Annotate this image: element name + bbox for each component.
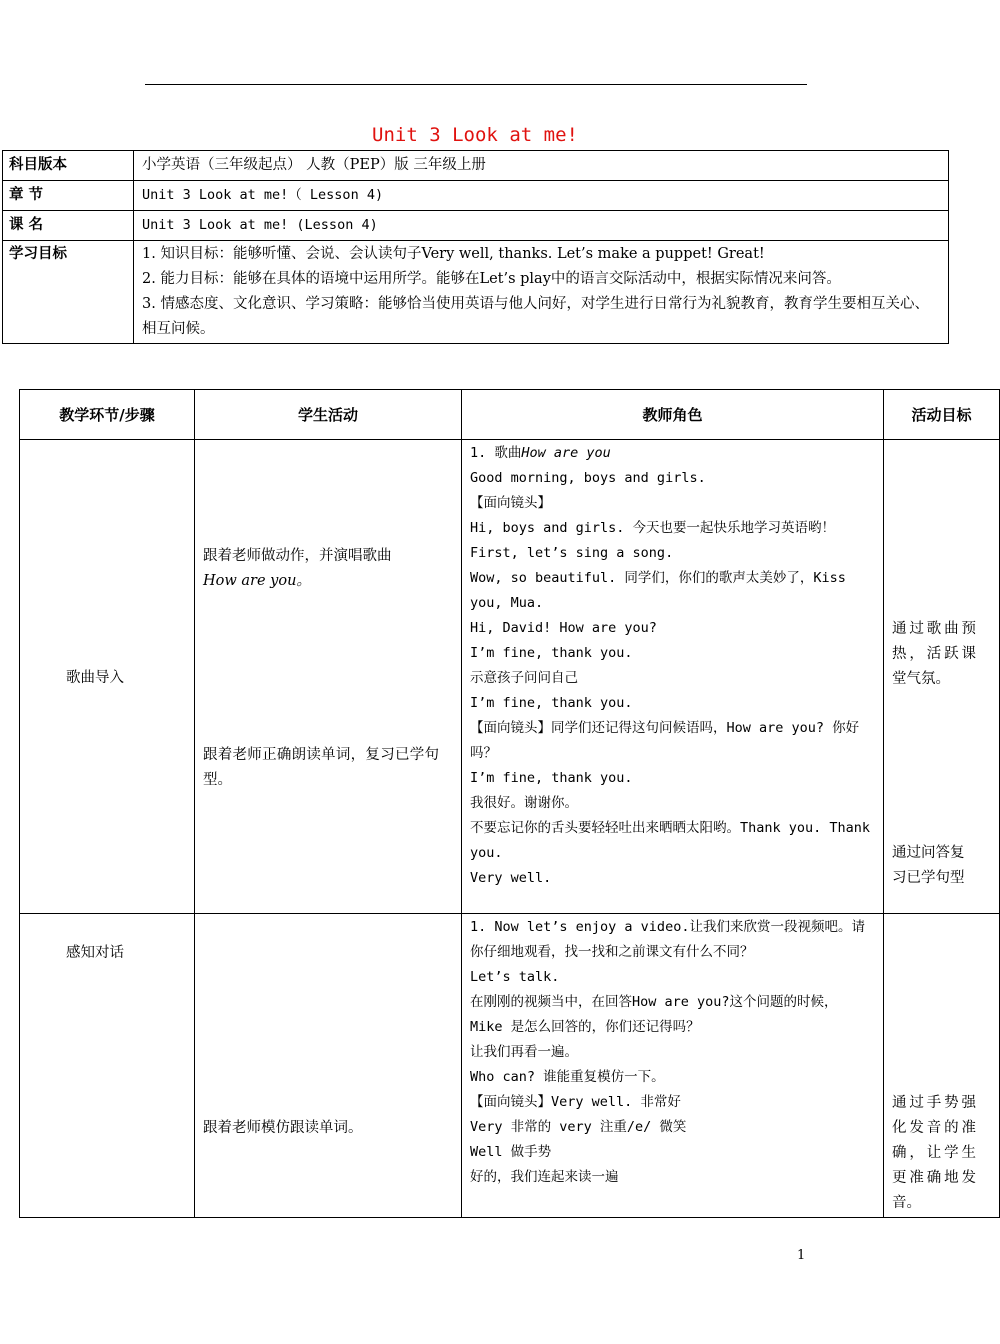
header-goal: 活动目标 <box>884 390 1000 440</box>
goal-text: 通过歌曲预热，活跃课堂气氛。 <box>892 621 976 687</box>
teacher-line: Very well. <box>470 870 552 886</box>
goal-text: 通过手势强化发音的准确，让学生更准确地发音。 <box>892 1095 976 1211</box>
info-row-goals <box>3 241 949 344</box>
info-row-chapter <box>3 181 949 211</box>
teacher-line: 【面向镜头】Very well. 非常好 <box>470 1094 681 1110</box>
lesson-value: Unit 3 Look at me! (Lesson 4) <box>134 211 949 241</box>
info-table <box>2 150 949 344</box>
subject-value: 小学英语（三年级起点） 人教（PEP）版 三年级上册 <box>134 151 949 181</box>
info-row-lesson <box>3 211 949 241</box>
student-activity: 跟着老师正确朗读单词，复习已学句型。 <box>203 747 439 788</box>
goal-item: 2. 能力目标：能够在具体的语境中运用所学。能够在Let’s play中的语言交际活动中，根据实际情况来问答。 <box>142 271 841 287</box>
goal-item: 3. 情感态度、文化意识、学习策略：能够恰当使用英语与他人问好，对学生进行日常行为礼貌教育，教育学生要相互关心、相互问候。 <box>142 296 929 337</box>
teacher-line: Very 非常的 very 注重/e/ 微笑 <box>470 1119 687 1135</box>
lesson-label: 课 名 <box>3 211 134 241</box>
teacher-cell <box>462 440 884 914</box>
page-number: 1 <box>797 1248 806 1263</box>
teacher-line: I’m fine, thank you. <box>470 645 633 661</box>
teacher-line: I’m fine, thank you. <box>470 695 633 711</box>
goals-label: 学习目标 <box>3 241 134 344</box>
teacher-line: 在刚刚的视频当中，在回答How are you?这个问题的时候， Mike 是怎么回答的，你们还记得吗？ <box>470 994 838 1035</box>
step-label: 歌曲导入 <box>66 670 124 686</box>
header-rule <box>145 84 807 85</box>
teacher-line: 【面向镜头】 <box>470 495 551 511</box>
info-row-subject <box>3 151 949 181</box>
header-step: 教学环节/步骤 <box>20 390 195 440</box>
student-cell <box>195 914 462 1218</box>
teacher-line: Well 做手势 <box>470 1144 552 1160</box>
teacher-line: 1. Now let’s enjoy a video.让我们来欣赏一段视频吧。请你仔细地观看，找一找和之前课文有什么不同？ <box>470 919 865 960</box>
goal-cell <box>884 440 1000 914</box>
lesson-header-row <box>20 390 1000 440</box>
teacher-line: Wow, so beautiful. 同学们，你们的歌声太美妙了，Kiss you, Mua. <box>470 570 846 611</box>
teacher-line: I’m fine, thank you. <box>470 770 633 786</box>
teacher-line: 【面向镜头】同学们还记得这句问候语吗，How are you? 你好吗？ <box>470 720 860 761</box>
teacher-line: Let’s talk. <box>470 969 560 985</box>
teacher-cell <box>462 914 884 1218</box>
teacher-text: How are you <box>521 445 611 461</box>
step-cell <box>20 914 195 1218</box>
table-row <box>20 914 1000 1218</box>
student-text: 跟着老师做动作，并演唱歌曲 <box>203 548 392 564</box>
page-title: Unit 3 Look at me! <box>372 124 578 146</box>
goal-text: 通过问答复习已学句型 <box>892 845 965 886</box>
teacher-line: 好的，我们连起来读一遍 <box>470 1169 619 1185</box>
teacher-line: Who can? 谁能重复模仿一下。 <box>470 1069 665 1085</box>
goal-cell <box>884 914 1000 1218</box>
step-cell <box>20 440 195 914</box>
teacher-line: Hi, David! How are you? <box>470 620 657 636</box>
teacher-line: 示意孩子问问自己 <box>470 670 578 686</box>
teacher-text: 1. 歌曲 <box>470 445 522 461</box>
teacher-line: Hi, boys and girls. 今天也要一起快乐地学习英语哟！ <box>470 520 836 536</box>
step-label: 感知对话 <box>66 945 124 961</box>
subject-label: 科目版本 <box>3 151 134 181</box>
teacher-line: 我很好。谢谢你。 <box>470 795 578 811</box>
student-activity: 跟着老师模仿跟读单词。 <box>203 1120 363 1136</box>
chapter-label: 章 节 <box>3 181 134 211</box>
teacher-line: Good morning, boys and girls. <box>470 470 706 486</box>
goals-value <box>134 241 949 344</box>
teacher-line: First, let’s sing a song. <box>470 545 674 561</box>
teacher-line: 让我们再看一遍。 <box>470 1044 578 1060</box>
teacher-line: 不要忘记你的舌头要轻轻吐出来晒晒太阳哟。Thank you. Thank you. <box>470 820 871 861</box>
lesson-table <box>19 389 1000 1218</box>
header-teacher: 教师角色 <box>462 390 884 440</box>
table-row <box>20 440 1000 914</box>
goal-item: 1. 知识目标：能够听懂、会说、会认读句子Very well, thanks. Let’s make a puppet! Great! <box>142 246 765 262</box>
teacher-line <box>470 441 875 466</box>
header-student: 学生活动 <box>195 390 462 440</box>
student-cell <box>195 440 462 914</box>
student-activity <box>203 544 439 594</box>
student-text: How are you。 <box>203 573 311 589</box>
chapter-value: Unit 3 Look at me!（ Lesson 4) <box>134 181 949 211</box>
